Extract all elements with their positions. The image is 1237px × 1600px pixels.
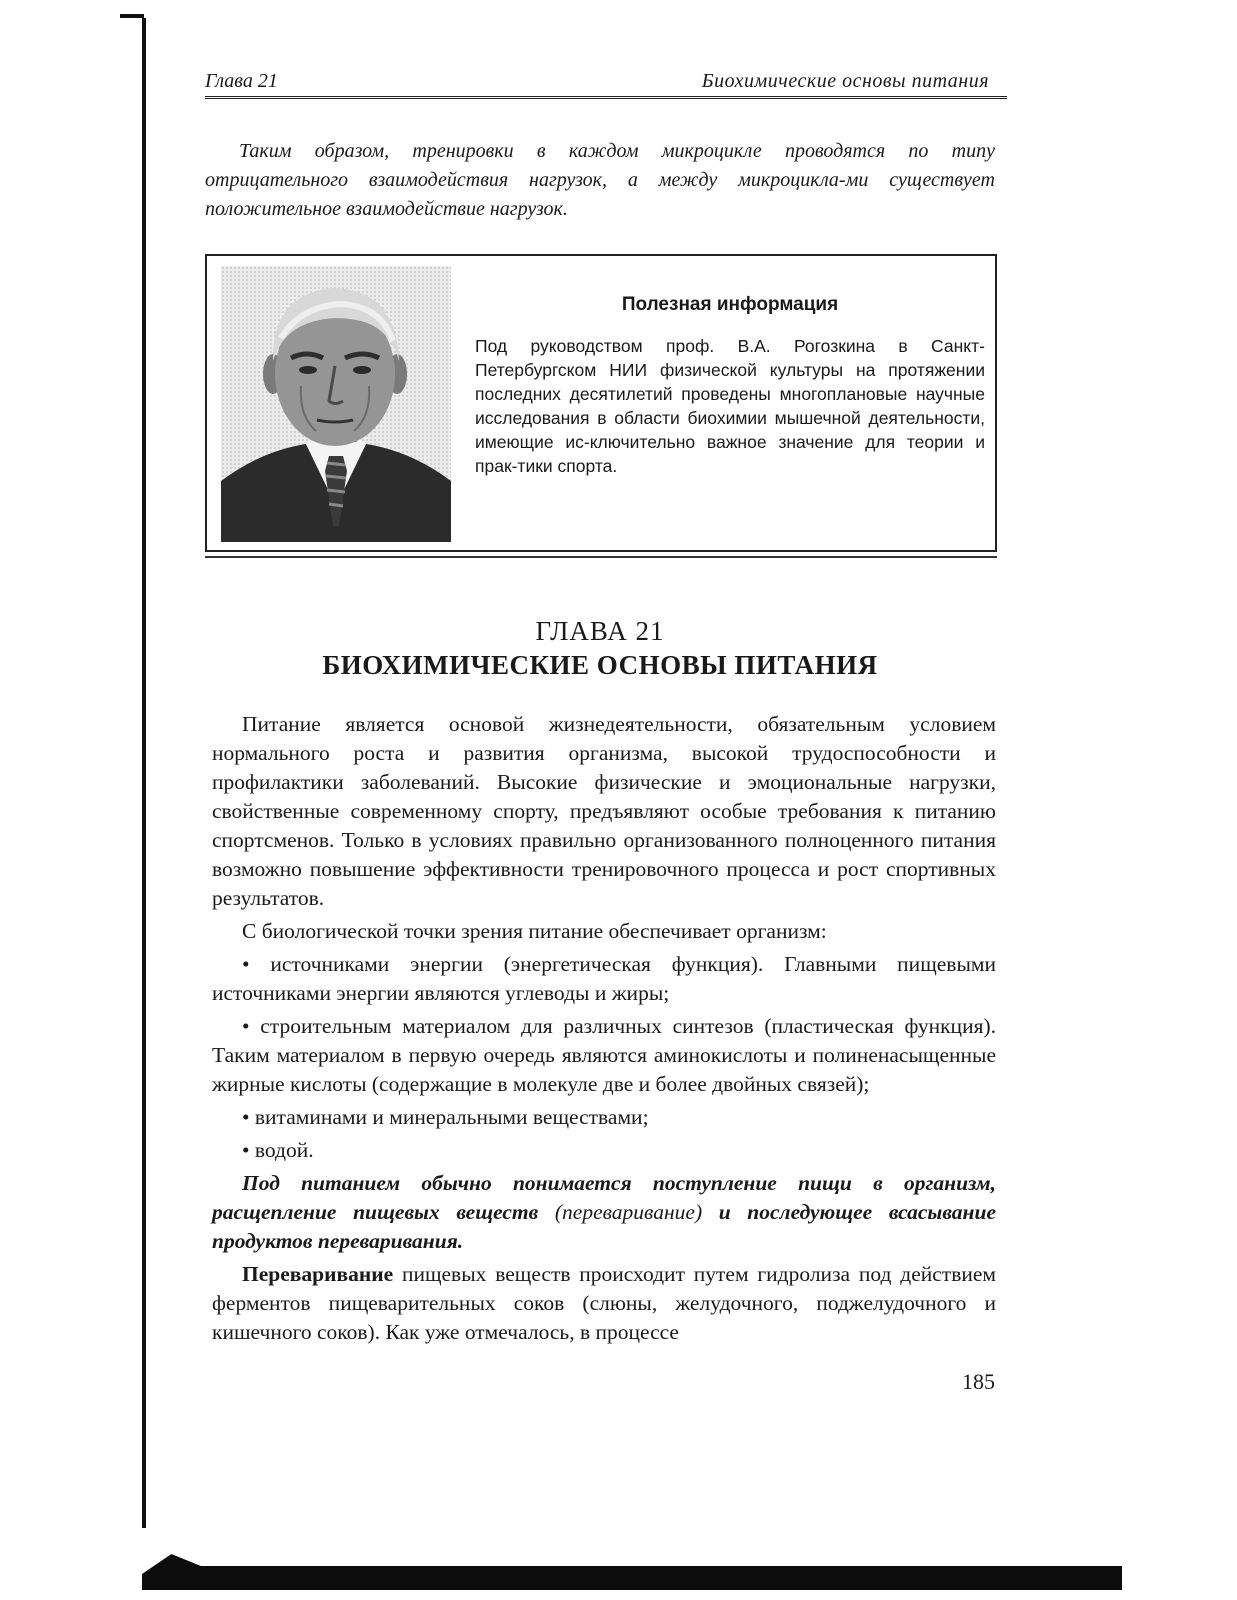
definition-text-end: и последующее всасывание продуктов переваривания. bbox=[212, 1200, 996, 1253]
paragraph: С биологической точки зрения питание обеспечивает организм: bbox=[242, 919, 827, 943]
running-header bbox=[205, 66, 1007, 99]
definition-text: Под питанием обычно понимается поступление пищи в организм, расщепление пищевых веществ bbox=[212, 1171, 996, 1224]
term: Переваривание bbox=[242, 1262, 394, 1286]
definition-parenthetical: (переваривание) bbox=[538, 1200, 719, 1224]
portrait-photo bbox=[221, 266, 451, 542]
page-number: 185 bbox=[962, 1369, 995, 1394]
header-chapter: Глава 21 bbox=[205, 70, 278, 92]
paragraph-text: пищевых веществ происходит путем гидролиза под действием ферментов пищеварительных соков (слюны, желудочного, поджелудочного и кишечного соков). Как уже отмечалось, в процессе bbox=[212, 1262, 996, 1344]
scan-edge-top bbox=[120, 14, 144, 18]
chapter-heading bbox=[205, 614, 995, 682]
chapter-title: БИОХИМИЧЕСКИЕ ОСНОВЫ ПИТАНИЯ bbox=[322, 650, 878, 680]
body-text bbox=[212, 710, 996, 1351]
bullet-item: • водой. bbox=[242, 1138, 314, 1162]
info-title: Полезная информация bbox=[621, 294, 839, 315]
bullet-item: • строительным материалом для различных синтезов (пластическая функция). Таким материалом в первую очередь являются аминокислоты и полиненасыщенные жирные кислоты (содержащие в молекуле две и более двойных связей); bbox=[212, 1014, 996, 1096]
info-text bbox=[475, 294, 985, 478]
scan-edge-left bbox=[142, 18, 146, 1528]
info-box bbox=[205, 254, 997, 552]
bullet-item: • источниками энергии (энергетическая функция). Главными пищевыми источниками энергии являются углеводы и жиры; bbox=[212, 952, 996, 1005]
header-title: Биохимические основы питания bbox=[701, 70, 989, 92]
paragraph bbox=[212, 1260, 996, 1347]
definition-paragraph bbox=[212, 1169, 996, 1256]
info-body: Под руководством проф. В.А. Рогозкина в Санкт-Петербургском НИИ физической культуры на протяжении последних десятилетий проведены многоплановые научные исследования в области биохимии мышечной деятельности, имеющие ис-ключительно важное значение для теории и прак-тики спорта. bbox=[475, 336, 985, 476]
chapter-number: ГЛАВА 21 bbox=[535, 616, 665, 646]
paragraph: Питание является основой жизнедеятельности, обязательным условием нормального роста и развития организма, высокой трудоспособности и профилактики заболеваний. Высокие физические и эмоциональные нагрузки, свойственные современному спорту, предъявляют особые требования к питанию спортсменов. Только в условиях правильно организованного полноценного питания возможно повышение эффективности тренировочного процесса и рост спортивных результатов. bbox=[212, 712, 996, 910]
intro-paragraph: Таким образом, тренировки в каждом микроцикле проводятся по типу отрицательного взаимодействия нагрузок, а между микроцикла-ми существует положительное взаимодействие нагрузок. bbox=[205, 140, 995, 220]
bullet-item: • витаминами и минеральными веществами; bbox=[242, 1105, 649, 1129]
scan-edge-bottom bbox=[142, 1550, 1122, 1590]
